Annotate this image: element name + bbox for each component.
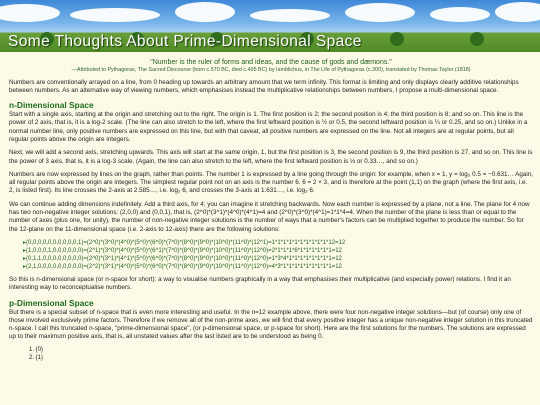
section-paragraph: But there is a special subset of n-space that is even more interesting and useful. In the n=12 example above, there were four non-negative integer solutions—but (of course) only one of those involved exclusively prime factors. Therefore if we remove all of the non-prime axes, we will find that every positive integer has a unique non-negative integer solution in this truncated n-space. I call this truncated n-space, "prime-dimensional space", (or p-dimensional space, or p-space for short). Here are the first solutions for the numbers. The solutions are expressed up to their maximum positive axis, that is, all unstated values after the last listed are to be understood as being 0. bbox=[9, 308, 533, 341]
list-item: 1. {0} bbox=[29, 346, 44, 353]
cloud-decoration bbox=[0, 4, 60, 22]
tree-decoration bbox=[390, 32, 404, 46]
cloud-decoration bbox=[175, 2, 235, 22]
section-paragraph: Start with a single axis, starting at the origin and stretching out to the right. The origin is 1. The first position is 2; the second position is 4; the third position is 8; and so on. This line is the power of 2 axis, that is, it is a log-2 scale. (The line can also stretch to the left, where the first leftward position is ½ or 0.5, the second leftward position is ¼ or 0.25, and so on.) Unlike in a normal number line, only positive numbers are expressed on this line, but with that caveat, all positive numbers are expressed on the line. Not all integers are at regular points, but all regular points above the origin are integers. bbox=[9, 111, 528, 143]
intro-paragraph: Numbers are conventionally arrayed on a line, from 0 heading up towards an arbitrary amount that we term infinity. This format is limiting and only displays clearly additive relationships between numbers. As an alternative way of viewing numbers, which emphasises instead the multiplicative relationships between numbers, I propose a multi-dimensional space. bbox=[9, 78, 519, 94]
section-heading: n-Dimensional Space bbox=[9, 100, 94, 111]
section-paragraph: Next, we will add a second axis, stretching upwards. This axis will start at the same origin, 1, but the first position is 3, the second position is 9, the third position is 27, and so on. This line is the power of 3 axis, that is, it is a log-3 scale. (Again, the line can also stretch to the left, where the first leftward position is ⅓ or 0.33…, and so on.) bbox=[9, 149, 533, 165]
cloud-decoration bbox=[70, 8, 160, 22]
solution-item: ▸ (0,0,0,0,0,0,0,0,0,0,1)=(2^0)*(3^0)*(4^0)*(5^0)*(6^0)*(7^0)*(8^0)*(9^0)*(10^0)*(11^0)*(12^1)=1*1*1*1*1*1*1*1*1*1*12=12 bbox=[23, 239, 533, 247]
cloud-decoration bbox=[250, 9, 330, 22]
section-heading: p-Dimensional Space bbox=[9, 297, 94, 308]
solutions-numbered-list bbox=[9, 347, 533, 363]
epigraph-attribution: —Attributed to Pythagoras, The Sacred Discourse (born c.570 BC, died c.495 BC) by Iamblichus, in The Life of Pythagoras (c.300), translated by Thomas Taylor (1818) bbox=[71, 67, 471, 73]
section-paragraph: So this is n-dimensional space (or n-space for short): a way to visualise numbers graphically in a way that emphasises their multiplicative (and especially power) relations. I find it an interesting way to reconceptualise numbers. bbox=[9, 275, 511, 292]
epigraph-quote: "Number is the ruler of forms and ideas, and the cause of gods and dæmons." bbox=[150, 59, 392, 66]
tree-decoration bbox=[470, 32, 484, 46]
cloud-decoration bbox=[345, 3, 415, 22]
cloud-decoration bbox=[495, 2, 540, 22]
article-body bbox=[9, 58, 533, 362]
header-banner bbox=[0, 0, 540, 52]
section-paragraph: We can continue adding dimensions indefinitely. Add a third axis, for 4; you can imagine it stretching backwards. Now each number is expressed by a plane, not a line. The plane for 4 now has two non-negative integer solutions: (2,0,0) and (0,0,1), that is, (2^0)*(3^1)*(4^0)*(4^1)=4 and (2^0)*(3^0)*(4^1)=1*1*4=4. When the number of the plane is less than or equal to the number of axes (plus one, for unity), the number of non-negative integer solutions is the number of ways that a number's factors can be multiplied together to produce the number. So for the 12-plane on the 11-dimensional space (i.e. 2-axis to 12-axis) there are the following solutions: bbox=[9, 200, 530, 233]
page-title: Some Thoughts About Prime-Dimensional Space bbox=[8, 33, 362, 50]
solution-item: ▸ (2,1,0,0,0,0,0,0,0,0,0)=(2^2)*(3^1)*(4^0)*(5^0)*(6^0)*(7^0)*(8^0)*(9^0)*(10^0)*(11^0)*(12^0)=4*3*1*1*1*1*1*1*1*1*1=12 bbox=[23, 263, 533, 271]
solutions-list bbox=[9, 239, 533, 271]
list-item: 2. {1} bbox=[29, 354, 44, 361]
solution-item: ▸ (1,0,0,0,1,0,0,0,0,0,0)=(2^1)*(3^0)*(4^0)*(5^0)*(6^1)*(7^0)*(8^0)*(9^0)*(10^0)*(11^0)*(12^0)=2*1*1*1*6*1*1*1*1*1*1=12 bbox=[23, 247, 533, 255]
section-paragraph: Numbers are now expressed by lines on the graph, rather than points. The number 1 is expressed by a line going through the origin: for example, when x = 1, y = log₃ 0.5 = −0.631… Again, all regular points above the origin are integers. The simplest regular point not on an axis is the number 6. 6 = 2 × 3, and is therefore at the point (1,1) on the graph (where the first axis, i.e. 2, is listed first). Its line crosses the 2-axis at 2.585…, i.e. log₂ 6, and crosses the 3-axis at 1.631…, i.e. log₃ 6. bbox=[9, 170, 534, 195]
solution-item: ▸ (0,1,1,0,0,0,0,0,0,0,0)=(2^0)*(3^1)*(4^1)*(5^0)*(6^0)*(7^0)*(8^0)*(9^0)*(10^0)*(11^0)*(12^0)=1*3*4*1*1*1*1*1*1*1*1=12 bbox=[23, 255, 533, 263]
cloud-decoration bbox=[430, 7, 490, 22]
